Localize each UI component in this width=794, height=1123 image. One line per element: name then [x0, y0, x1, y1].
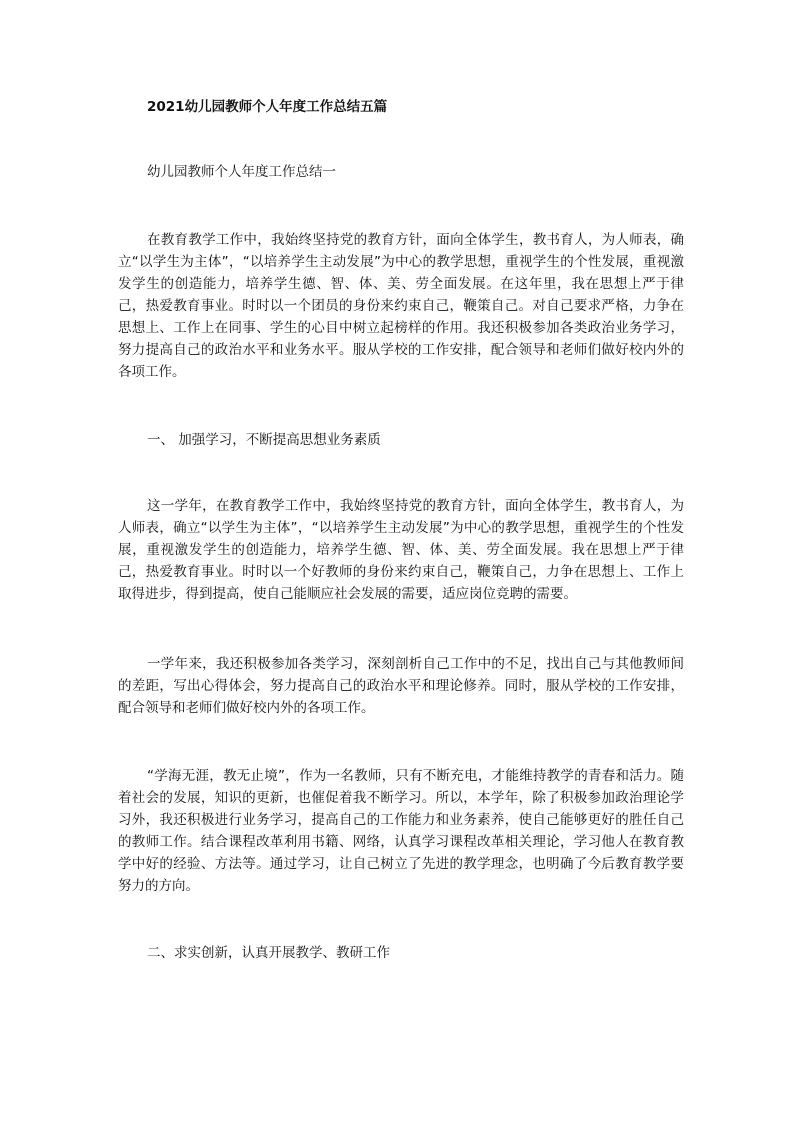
document-title: 2021幼儿园教师个人年度工作总结五篇 — [147, 99, 388, 115]
section-heading-2: 二、求实创新，认真开展教学、教研工作 — [147, 945, 390, 961]
paragraph-section1-b: 一学年来，我还积极参加各类学习，深刻剖析自己工作中的不足，找出自己与其他教师间的差距，写出心得体会，努力提高自己的政治水平和理论修养。同时，服从学校的工作安排，配合领导和老师们做好校内外的各项工作。 — [118, 656, 684, 716]
document-subtitle: 幼儿园教师个人年度工作总结一 — [147, 164, 336, 180]
paragraph-intro: 在教育教学工作中，我始终坚持党的教育方针，面向全体学生，教书育人，为人师表，确立“以学生为主体”，“以培养学生主动发展”为中心的教学思想，重视学生的个性发展，重视激发学生的创造能力，培养学生德、智、体、美、劳全面发展。在这年里，我在思想上严于律己，热爱教育事业。时时以一个团员的身份来约束自己，鞭策自己。对自己要求严格，力争在思想上、工作上在同事、学生的心目中树立起榜样的作用。我还积极参加各类政治业务学习，努力提高自己的政治水平和业务水平。服从学校的工作安排，配合领导和老师们做好校内外的各项工作。 — [118, 232, 684, 380]
section-heading-1: 一、 加强学习，不断提高思想业务素质 — [147, 432, 381, 448]
paragraph-section1-c: “学海无涯，教无止境”，作为一名教师，只有不断充电，才能维持教学的青春和活力。随着社会的发展，知识的更新，也催促着我不断学习。所以，本学年，除了积极参加政治理论学习外，我还积极进行业务学习，提高自己的工作能力和业务素养，使自己能够更好的胜任自己的教师工作。结合课程改革利用书籍、网络，认真学习课程改革相关理论，学习他人在教育教学中好的经验、方法等。通过学习，让自己树立了先进的教学理念，也明确了今后教育教学要努力的方向。 — [118, 768, 684, 894]
paragraph-section1-a: 这一学年，在教育教学工作中，我始终坚持党的教育方针，面向全体学生，教书育人，为人师表，确立“以学生为主体”，“以培养学生主动发展”为中心的教学思想，重视学生的个性发展，重视激发学生的创造能力，培养学生德、智、体、美、劳全面发展。我在思想上严于律己，热爱教育事业。时时以一个好教师的身份来约束自己，鞭策自己，力争在思想上、工作上取得进步，得到提高，使自己能顺应社会发展的需要，适应岗位竞聘的需要。 — [118, 498, 684, 602]
